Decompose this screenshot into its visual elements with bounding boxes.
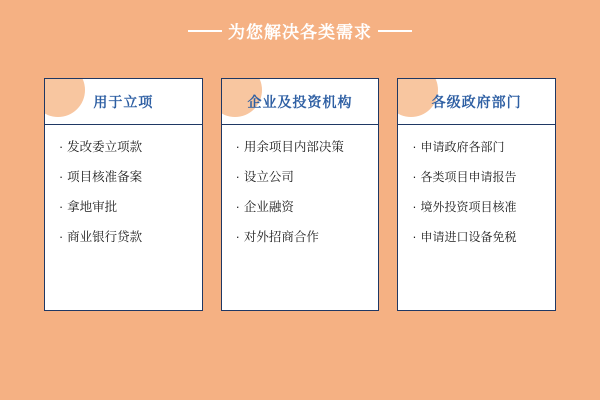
card-body [45, 125, 202, 310]
card-header [222, 79, 379, 125]
card-group [44, 78, 556, 311]
list-item [236, 199, 369, 215]
bullet-icon: · [235, 200, 240, 214]
list-item [236, 229, 369, 245]
card-body [222, 125, 379, 310]
list-item [412, 169, 545, 185]
list-item-label: 发改委立项款 [67, 140, 143, 154]
bullet-icon: · [235, 230, 240, 244]
bullet-icon: · [59, 230, 64, 244]
card-header [398, 79, 555, 125]
bullet-icon: · [412, 170, 417, 184]
card-企业及投资机构[interactable] [221, 78, 380, 311]
title-text: 为您解决各类需求 [228, 23, 372, 42]
list-item-label: 申请进口设备免税 [420, 230, 517, 244]
list-item-label: 项目核准备案 [67, 170, 143, 184]
card-title: 用于立项 [93, 93, 154, 110]
list-item-label: 各类项目申请报告 [420, 170, 517, 184]
card-header [45, 79, 202, 125]
list-item [59, 229, 192, 245]
bullet-icon: · [412, 230, 417, 244]
bullet-icon: · [235, 170, 240, 184]
bullet-icon: · [59, 170, 64, 184]
list-item-label: 拿地审批 [67, 200, 118, 214]
poster-title [0, 18, 600, 43]
list-item [412, 229, 545, 245]
list-item-label: 商业银行贷款 [67, 230, 143, 244]
list-item-label: 申请政府各部门 [420, 140, 505, 154]
bullet-icon: · [412, 140, 417, 154]
list-item-label: 对外招商合作 [243, 230, 319, 244]
list-item [59, 199, 192, 215]
list-item [412, 199, 545, 215]
bullet-icon: · [235, 140, 240, 154]
list-item-label: 设立公司 [243, 170, 294, 184]
list-item [236, 139, 369, 155]
bullet-icon: · [59, 140, 64, 154]
list-item [412, 139, 545, 155]
decorative-circle-icon [44, 78, 85, 117]
title-dash-right [378, 30, 412, 32]
list-item-label: 境外投资项目核准 [420, 200, 517, 214]
list-item [236, 169, 369, 185]
bullet-icon: · [412, 200, 417, 214]
list-item [59, 139, 192, 155]
card-title: 企业及投资机构 [247, 93, 353, 110]
title-dash-left [188, 30, 222, 32]
card-body [398, 125, 555, 310]
list-item [59, 169, 192, 185]
bullet-icon: · [59, 200, 64, 214]
list-item-label: 用余项目内部决策 [243, 140, 344, 154]
card-用于立项[interactable] [44, 78, 203, 311]
list-item-label: 企业融资 [243, 200, 294, 214]
card-title: 各级政府部门 [431, 93, 522, 110]
card-各级政府部门[interactable] [397, 78, 556, 311]
